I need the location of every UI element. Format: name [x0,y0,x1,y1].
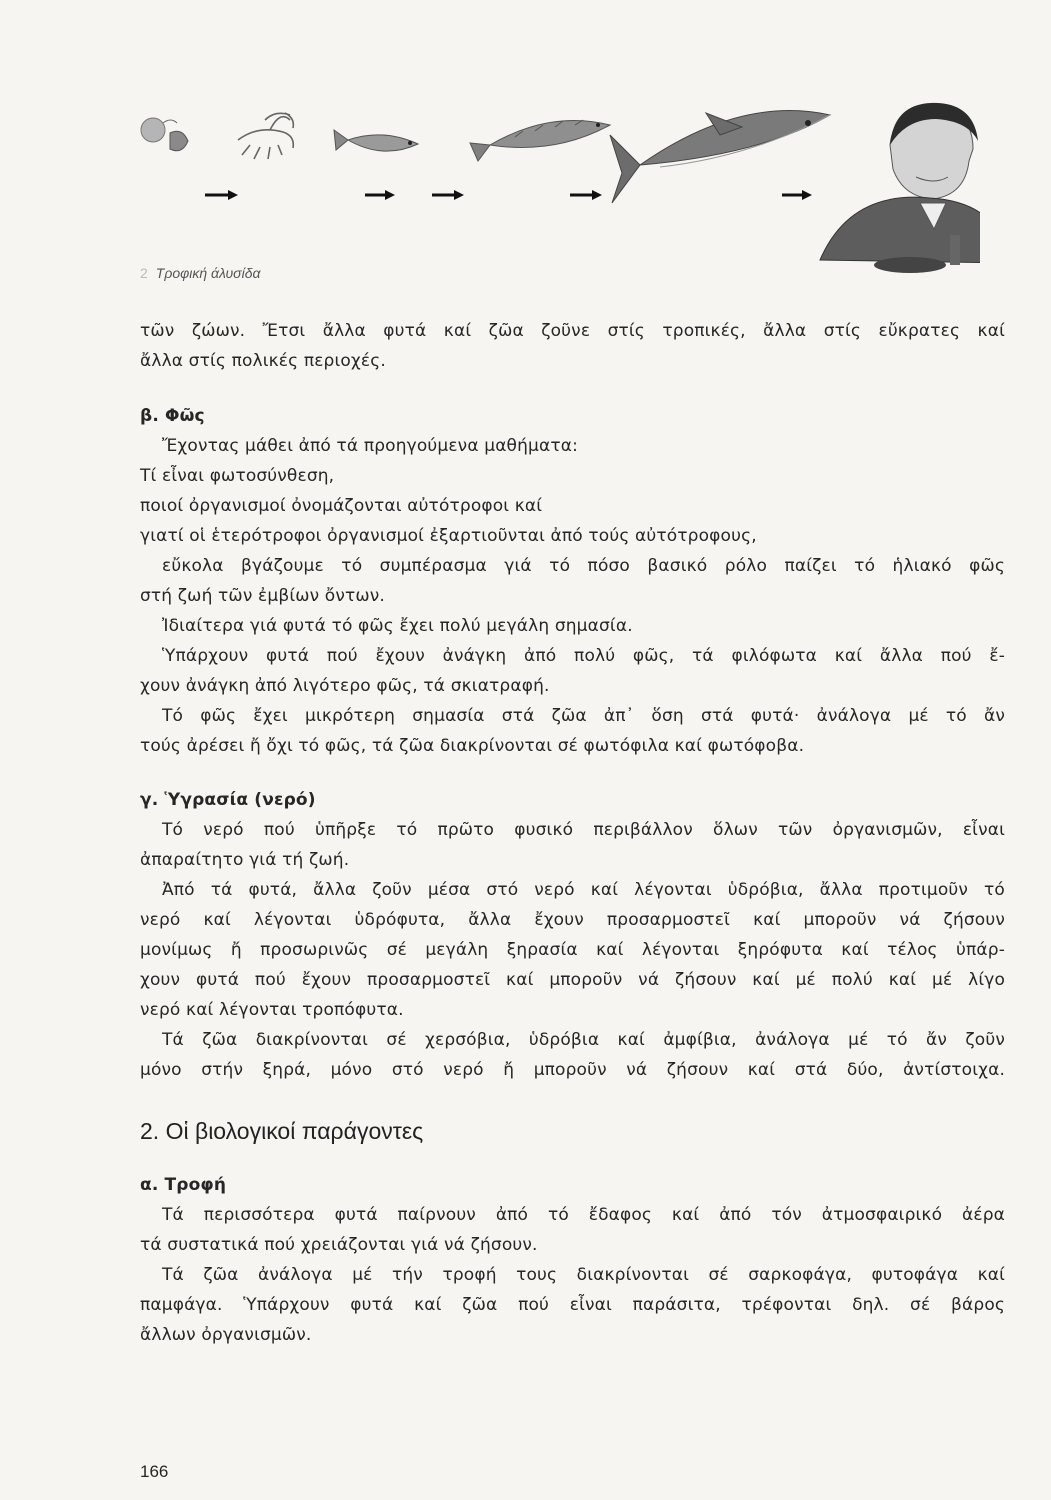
text-line: μόνο στήν ξηρά, μόνο στό νερό ἤ μποροῦν νά ζήσουν καί στά δύο, ἀντίστοιχα. [140,1060,1005,1080]
section-title: 2. Οἱ βιολογικοί παράγοντες [140,1118,424,1144]
text-line: Τί εἶναι φωτοσύνθεση, [140,466,335,486]
text-line: ἄλλων ὀργανισμῶν. [140,1325,312,1345]
text-line: εὔκολα βγάζουμε τό συμπέρασμα γιά τό πόσο βασικό ρόλο παίζει τό ἡλιακό φῶς [162,556,1005,576]
text-line: Τά περισσότερα φυτά παίρνουν ἀπό τό ἔδαφος καί ἀπό τόν ἀτμοσφαιρικό ἀέρα [162,1205,1005,1225]
light-heading: β. Φῶς [140,406,205,426]
text-line: Τό φῶς ἔχει μικρότερη σημασία στά ζῶα ἀπ᾿ ὅση στά φυτά· ἀνάλογα μέ τό ἄν [162,706,1005,726]
text-line: στή ζωή τῶν ἐμβίων ὄντων. [140,586,385,606]
text-line: μονίμως ἤ προσωρινῶς σέ μεγάλη ξηρασία καί λέγονται ξηρόφυτα καί τέλος ὑπάρ- [140,940,1005,960]
intro-paragraph [140,316,1005,376]
mackerel-icon [470,120,610,161]
plant-leaves-icon [141,118,188,151]
food-section [140,1170,1005,1350]
text-line: Τά ζῶα ἀνάλογα μέ τήν τροφή τους διακρίνονται σέ σαρκοφάγα, φυτοφάγα καί [162,1265,1005,1285]
food-chain-illustration [120,95,980,285]
figure-number: 2 [140,265,148,281]
text-line: Τό νερό πού ὑπῆρξε τό πρῶτο φυσικό περιβάλλον ὅλων τῶν ὀργανισμῶν, εἶναι [162,820,1005,840]
figure-caption-text: Τροφική άλυσίδα [155,265,261,281]
shrimp-icon [238,113,293,159]
chain-arrows [205,190,812,200]
text-line: γιατί οἱ ἑτερότροφοι ὀργανισμοί ἐξαρτιοῦνται ἀπό τούς αὐτότροφους, [140,526,757,546]
text-line: τά συστατικά πού χρειάζονται γιά νά ζήσουν. [140,1235,538,1255]
text-line: Τά ζῶα διακρίνονται σέ χερσόβια, ὑδρόβια καί ἀμφίβια, ἀνάλογα μέ τό ἄν ζοῦν [162,1030,1005,1050]
text-line: νερό καί λέγονται τροπόφυτα. [140,1000,404,1020]
man-eating-icon [820,103,980,273]
text-line: ἄλλα στίς πολικές περιοχές. [140,351,386,371]
text-line: νερό καί λέγονται ὑδρόφυτα, ἄλλα ἔχουν προσαρμοστεῖ καί μποροῦν νά ζήσουν [140,910,1005,930]
food-heading: α. Τροφή [140,1175,227,1195]
text-line: Ὑπάρχουν φυτά πού ἔχουν ἀνάγκη ἀπό πολύ φῶς, τά φιλόφωτα καί ἄλλα πού ἔ- [162,646,1005,666]
small-fish-icon [334,130,418,151]
light-section [140,401,1005,761]
text-line: χουν ἀνάγκη ἀπό λιγότερο φῶς, τά σκιατραφή. [140,676,550,696]
text-line: τῶν ζώων. Ἔτσι ἄλλα φυτά καί ζῶα ζοῦνε στίς τροπικές, ἄλλα στίς εὔκρατες καί [140,321,1005,341]
water-heading: γ. Ὑγρασία (νερό) [140,790,316,810]
text-line: Ἔχοντας μάθει ἀπό τά προηγούμενα μαθήματα: [162,436,578,456]
text-line: ποιοί ὀργανισμοί ὀνομάζονται αὐτότροφοι καί [140,496,543,516]
tuna-icon [610,111,830,203]
text-line: Ἀπό τά φυτά, ἄλλα ζοῦν μέσα στό νερό καί λέγονται ὑδρόβια, ἄλλα προτιμοῦν τό [162,880,1005,900]
figure-caption [140,265,261,281]
text-line: παμφάγα. Ὑπάρχουν φυτά καί ζῶα πού εἶναι παράσιτα, τρέφονται δηλ. σέ βάρος [140,1295,1005,1315]
page-number: 166 [140,1462,169,1481]
water-section [140,785,1005,1085]
text-line: τούς ἀρέσει ἤ ὄχι τό φῶς, τά ζῶα διακρίνονται σέ φωτόφιλα καί φωτόφοβα. [140,736,805,756]
text-line: Ἰδιαίτερα γιά φυτά τό φῶς ἔχει πολύ μεγάλη σημασία. [162,616,633,636]
text-line: ἀπαραίτητο γιά τή ζωή. [140,850,350,870]
text-line: χουν φυτά πού ἔχουν προσαρμοστεῖ καί μποροῦν νά ζήσουν καί μέ πολύ καί μέ λίγο [140,970,1005,990]
